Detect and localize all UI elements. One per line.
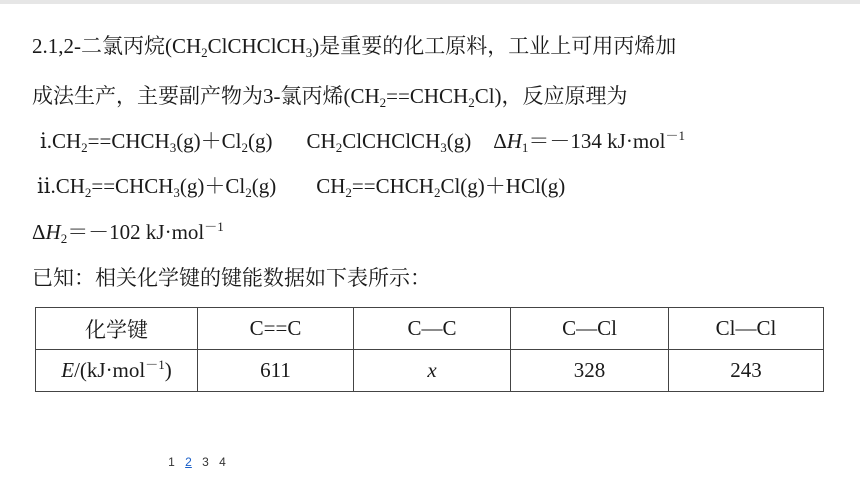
subscript: 3 xyxy=(173,185,180,200)
page-link-3[interactable]: 3 xyxy=(202,455,209,469)
table-header-cell: Cl—Cl xyxy=(669,308,824,350)
enthalpy-symbol: H xyxy=(45,220,61,244)
page-link-2-current[interactable]: 2 xyxy=(185,455,192,469)
superscript: －1 xyxy=(204,219,224,234)
text-segment: ==CHCH xyxy=(386,84,469,108)
reaction-1 xyxy=(32,127,685,155)
text-segment: ==CHCH xyxy=(351,174,434,198)
unknown-variable: x xyxy=(427,358,437,382)
table-header-cell: C—C xyxy=(354,308,511,350)
question-line-2 xyxy=(32,82,628,110)
subscript: 2 xyxy=(335,140,343,155)
unit-text: ) xyxy=(164,358,172,382)
table-row xyxy=(36,350,824,392)
text-segment: ==CHCH xyxy=(91,174,174,198)
text-segment: (g) xyxy=(248,129,273,153)
text-segment: CH xyxy=(316,174,346,198)
text-segment: 成法生产，主要副产物为3-氯丙烯(CH xyxy=(32,84,380,108)
text-segment: ClCHClCH xyxy=(207,34,306,58)
subscript: 2 xyxy=(81,140,88,155)
unit-text: /(kJ·mol xyxy=(74,358,146,382)
subscript: 3 xyxy=(305,45,313,60)
subscript: 3 xyxy=(440,140,447,155)
row-label-cell xyxy=(36,350,198,392)
reaction-label: ⅱ xyxy=(37,174,51,198)
subscript: 2 xyxy=(60,231,68,246)
subscript: 2 xyxy=(201,45,208,60)
table-header-row xyxy=(36,308,824,350)
text-segment: ==CHCH xyxy=(87,129,170,153)
top-stripe xyxy=(0,0,860,4)
text-segment: Cl)，反应原理为 xyxy=(474,84,628,108)
subscript: 1 xyxy=(521,140,529,155)
page-link-1[interactable]: 1 xyxy=(168,455,175,469)
reaction-2 xyxy=(32,172,565,200)
page-navigation xyxy=(163,455,231,469)
bond-energy-table xyxy=(35,307,824,392)
table-cell: 243 xyxy=(669,350,824,392)
text-segment: .CH xyxy=(50,174,85,198)
subscript: 2 xyxy=(379,95,387,110)
table-cell: 611 xyxy=(198,350,354,392)
table-cell xyxy=(354,350,511,392)
reaction-label: ⅰ xyxy=(40,129,47,153)
enthalpy-line-2 xyxy=(32,218,224,246)
subscript: 2 xyxy=(345,185,352,200)
subscript: 3 xyxy=(169,140,177,155)
table-header-cell: C==C xyxy=(198,308,354,350)
question-line-1 xyxy=(32,32,676,60)
table-cell: 328 xyxy=(511,350,669,392)
known-data-intro: 已知：相关化学键的键能数据如下表所示： xyxy=(32,266,431,290)
text-segment: )是重要的化工原料，工业上可用丙烯加 xyxy=(312,34,677,58)
text-segment: (g)＋Cl xyxy=(176,129,242,153)
subscript: 2 xyxy=(433,185,441,200)
delta-symbol: Δ xyxy=(493,129,507,153)
text-segment: ClCHClCH xyxy=(342,129,441,153)
subscript: 2 xyxy=(468,95,475,110)
text-segment: 2.1,2-二氯丙烷(CH xyxy=(32,34,202,58)
superscript: －1 xyxy=(145,357,165,372)
table-header-cell: C—Cl xyxy=(511,308,669,350)
text-segment: (g) xyxy=(251,174,277,198)
enthalpy-symbol: H xyxy=(506,129,522,153)
enthalpy-value: ＝－102 kJ·mol xyxy=(67,220,205,244)
text-segment: .CH xyxy=(46,129,82,153)
page-link-4[interactable]: 4 xyxy=(219,455,226,469)
subscript: 2 xyxy=(241,140,249,155)
enthalpy-value: ＝－134 kJ·mol xyxy=(528,129,666,153)
text-segment: Cl(g)＋HCl(g) xyxy=(440,174,566,198)
superscript: －1 xyxy=(665,128,686,143)
delta-symbol: Δ xyxy=(32,220,46,244)
table-header-cell: 化学键 xyxy=(36,308,198,350)
subscript: 2 xyxy=(245,185,252,200)
energy-symbol: E xyxy=(61,358,75,382)
text-segment: (g) xyxy=(446,129,472,153)
subscript: 2 xyxy=(84,185,92,200)
text-segment: CH xyxy=(306,129,336,153)
text-segment: (g)＋Cl xyxy=(179,174,246,198)
